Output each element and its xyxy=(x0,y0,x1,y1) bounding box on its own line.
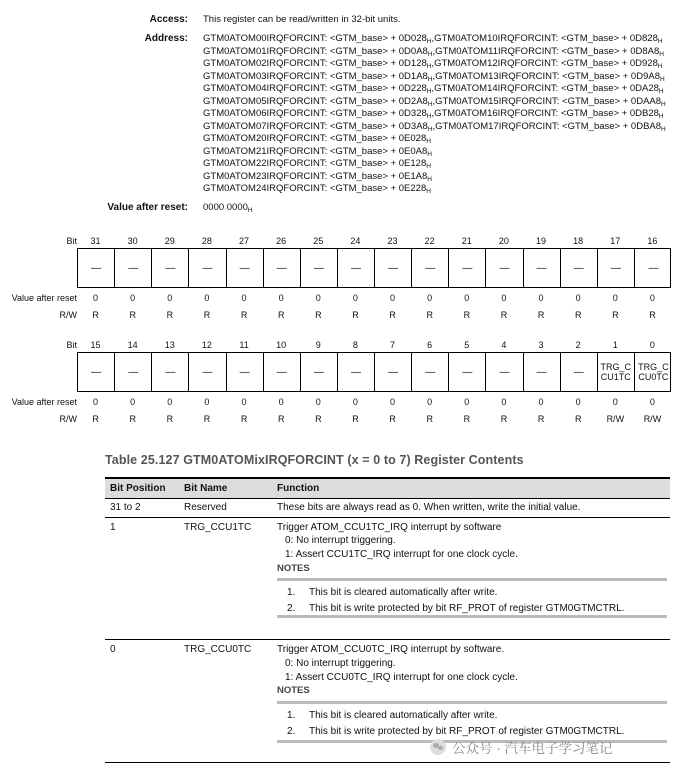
rw-value: R xyxy=(537,310,545,320)
bit-number: 21 xyxy=(461,236,472,246)
register-field-reserved: — xyxy=(412,353,449,391)
rw-value: R xyxy=(129,310,136,320)
row-ccu0-function-line: 0: No interrupt triggering. xyxy=(285,658,396,669)
rw-value: R/W xyxy=(606,414,625,424)
bit-number: 0 xyxy=(649,340,655,350)
row-ccu1-function-line: 1: Assert CCU1TC_IRQ interrupt for one clock cycle. xyxy=(285,549,518,560)
register-field-reserved: — xyxy=(598,249,635,287)
address-line: GTM0ATOM07IRQFORCINT: <GTM_base> + $0D3A8_H,GTM0ATOM17IRQFORCINT$: <GTM_base> + $0DBA8_H$ xyxy=(203,120,666,133)
row-ccu1-function-line: 0: No interrupt triggering. xyxy=(285,535,396,546)
address-line: GTM0ATOM03IRQFORCINT: <GTM_base> + $0D1A8_H,GTM0ATOM13IRQFORCINT$: <GTM_base> + $0D9A8_H$ xyxy=(203,70,665,83)
address-line: GTM0ATOM20IRQFORCINT: <GTM_base> + $0E028_H$ xyxy=(203,133,431,145)
address-line: GTM0ATOM05IRQFORCINT: <GTM_base> + $0D2A8_H,GTM0ATOM15IRQFORCINT$: <GTM_base> + $0DAA8_H$ xyxy=(203,95,666,108)
rw-value: R xyxy=(315,310,322,320)
row-ccu0-function-line: 1: Assert CCU0TC_IRQ interrupt for one clock cycle. xyxy=(285,672,518,683)
rw-value: R xyxy=(389,414,396,424)
register-field-reserved: — xyxy=(486,249,523,287)
register-field-reserved: — xyxy=(264,353,301,391)
note-item: 1. This bit is cleared automatically after write. xyxy=(287,587,498,598)
rw-label-upper: R/W xyxy=(59,310,77,320)
row-ccu1-function-line: Trigger ATOM_CCU1TC_IRQ interrupt by software xyxy=(277,522,502,533)
reset-value: 0 xyxy=(167,293,173,303)
rw-value: R xyxy=(203,310,211,320)
watermark xyxy=(430,737,613,757)
rw-value: R xyxy=(277,414,285,424)
row-ccu1-name: TRG_CCU1TC xyxy=(184,522,252,533)
rw-value: R xyxy=(166,414,174,424)
reset-value: 0 xyxy=(204,293,210,303)
register-field-reserved: — xyxy=(227,249,264,287)
address-line: GTM0ATOM00IRQFORCINT: <GTM_base> + $0D028_H,GTM0ATOM10IRQFORCINT$: <GTM_base> + $0D828_H$ xyxy=(203,33,663,45)
reset-value: 0 xyxy=(315,293,321,303)
rw-value: R xyxy=(463,414,471,424)
register-field-reserved: — xyxy=(301,249,338,287)
reset-value: 0 xyxy=(538,293,544,303)
register-field-reserved: — xyxy=(375,353,412,391)
rw-value: R xyxy=(92,414,99,424)
reset-row-label-upper: Value after reset xyxy=(11,293,77,303)
register-field-reserved: — xyxy=(189,353,226,391)
register-field-reserved: — xyxy=(338,353,375,391)
bit-number: 12 xyxy=(201,340,212,350)
header-bit-position: Bit Position xyxy=(110,483,166,494)
bit-number: 14 xyxy=(127,340,138,350)
row-divider xyxy=(105,517,670,518)
wechat-icon xyxy=(430,739,446,755)
access-text: This register can be read/written in 32-bit units. xyxy=(203,14,401,25)
bit-number: 23 xyxy=(387,236,398,246)
lower-register-fields xyxy=(77,352,671,392)
address-line: GTM0ATOM06IRQFORCINT: <GTM_base> + $0D328_H,GTM0ATOM16IRQFORCINT$: <GTM_base> + $0DB28_H$ xyxy=(203,108,664,120)
row-reserved-position: 31 to 2 xyxy=(110,502,141,513)
row-ccu0-notes-title: NOTES xyxy=(277,685,310,696)
header-bit-name: Bit Name xyxy=(184,483,228,494)
bit-number: 10 xyxy=(276,340,287,350)
rw-value: R xyxy=(426,310,433,320)
row-reserved-function: These bits are always read as 0. When written, write the initial value. xyxy=(277,502,581,513)
register-field-reserved: — xyxy=(524,353,561,391)
register-field-reserved: — xyxy=(375,249,412,287)
row-ccu1-notes xyxy=(277,578,667,618)
register-field-reserved: — xyxy=(338,249,375,287)
reset-value: 0 xyxy=(427,397,433,407)
bit-number: 24 xyxy=(350,236,361,246)
register-field-reserved: — xyxy=(152,353,189,391)
reset-value: 0 xyxy=(278,293,284,303)
bit-number: 15 xyxy=(90,340,101,350)
bit-number: 3 xyxy=(538,340,544,350)
reset-value: 0 xyxy=(464,293,470,303)
rw-value: R xyxy=(426,414,433,424)
register-field-reserved: — xyxy=(524,249,561,287)
register-field-reserved: — xyxy=(301,353,338,391)
rw-value: R xyxy=(649,310,656,320)
row-reserved-name: Reserved xyxy=(184,502,227,513)
reset-value: 0 xyxy=(649,293,655,303)
bit-number: 6 xyxy=(427,340,433,350)
reset-value: 0 xyxy=(93,293,99,303)
rw-value: R xyxy=(203,414,211,424)
bit-number: 8 xyxy=(352,340,358,350)
register-field-reserved: — xyxy=(152,249,189,287)
bit-number: 17 xyxy=(610,236,621,246)
rw-value: R xyxy=(500,310,508,320)
reset-value: 0 xyxy=(130,397,136,407)
reset-value: 0 xyxy=(241,293,247,303)
bit-number: 7 xyxy=(390,340,396,350)
reset-value: 0 xyxy=(93,397,99,407)
rw-label-lower: R/W xyxy=(59,414,77,424)
address-line: GTM0ATOM04IRQFORCINT: <GTM_base> + $0D228_H,GTM0ATOM14IRQFORCINT$: <GTM_base> + $0DA28_H$ xyxy=(203,83,664,95)
table-header xyxy=(105,477,670,499)
row-ccu0-function-line: Trigger ATOM_CCU0TC_IRQ interrupt by software. xyxy=(277,644,505,655)
bit-number: 30 xyxy=(127,236,138,246)
reset-value: 0 xyxy=(649,397,655,407)
access-label: Access: xyxy=(149,14,188,25)
register-field-reserved: — xyxy=(78,353,115,391)
row-divider xyxy=(105,639,670,640)
reset-value: 0 xyxy=(575,397,581,407)
row-ccu0-position: 0 xyxy=(110,644,116,655)
register-field-reserved: — xyxy=(115,353,152,391)
address-list xyxy=(203,33,666,196)
reset-value: 0 xyxy=(167,397,173,407)
reset-value: 0 xyxy=(278,397,284,407)
address-line: GTM0ATOM24IRQFORCINT: <GTM_base> + $0E228_H$ xyxy=(203,183,431,195)
rw-value: R xyxy=(352,414,359,424)
rw-value: R xyxy=(92,310,99,320)
bit-number: 22 xyxy=(424,236,435,246)
rw-value: R xyxy=(240,310,248,320)
bit-number: 27 xyxy=(239,236,250,246)
table-bottom-border xyxy=(105,762,670,763)
row-ccu1-notes-title: NOTES xyxy=(277,563,310,574)
register-field-trg_ccu1tc: TRG_C CU1TC xyxy=(598,353,635,391)
reset-value: 0 xyxy=(575,293,581,303)
reset-value: 0 xyxy=(241,397,247,407)
note-item: 2. This bit is write protected by bit RF_PROT of register GTM0GTMCTRL. xyxy=(287,603,625,614)
reset-label: Value after reset: xyxy=(107,202,188,213)
address-line: GTM0ATOM22IRQFORCINT: <GTM_base> + $0E128_H$ xyxy=(203,158,431,170)
bit-number: 26 xyxy=(276,236,287,246)
rw-value: R xyxy=(574,310,582,320)
reset-value: 0 xyxy=(501,397,507,407)
watermark-text: 公众号 · 汽车电子学习笔记 xyxy=(452,741,613,756)
bit-number: 29 xyxy=(164,236,175,246)
reset-value: 0 xyxy=(130,293,136,303)
rw-value: R xyxy=(315,414,322,424)
rw-value: R xyxy=(277,310,285,320)
register-field-reserved: — xyxy=(264,249,301,287)
rw-value: R xyxy=(129,414,136,424)
register-field-reserved: — xyxy=(115,249,152,287)
rw-value: R xyxy=(166,310,174,320)
bit-number: 20 xyxy=(498,236,509,246)
reset-value: 0 xyxy=(538,397,544,407)
reset-row-label-lower: Value after reset xyxy=(11,397,77,407)
register-field-reserved: — xyxy=(648,262,659,274)
register-field-reserved: — xyxy=(486,353,523,391)
reset-value: 0 xyxy=(612,397,618,407)
reset-value: 0 xyxy=(315,397,321,407)
reset-value: 0 xyxy=(501,293,507,303)
address-line: GTM0ATOM21IRQFORCINT: <GTM_base> + $0E0A8_H$ xyxy=(203,145,432,158)
bit-number: 19 xyxy=(536,236,547,246)
address-label: Address: xyxy=(144,33,188,44)
address-line: GTM0ATOM23IRQFORCINT: <GTM_base> + $0E1A8_H$ xyxy=(203,170,432,183)
reset-value: 0 xyxy=(427,293,433,303)
bit-number: 28 xyxy=(201,236,212,246)
row-ccu1-position: 1 xyxy=(110,522,116,533)
reset-value: 0 xyxy=(352,293,358,303)
bit-label-lower: Bit xyxy=(66,340,77,350)
upper-register-fields xyxy=(77,248,671,288)
bit-number: 5 xyxy=(464,340,470,350)
bit-number: 9 xyxy=(315,340,321,350)
bit-number: 2 xyxy=(575,340,581,350)
bit-number: 31 xyxy=(90,236,101,246)
bit-number: 11 xyxy=(239,340,249,350)
rw-value: R xyxy=(352,310,359,320)
reset-value: 0 xyxy=(390,397,396,407)
register-field-reserved: — xyxy=(189,249,226,287)
rw-value: R xyxy=(537,414,545,424)
bit-number: 18 xyxy=(573,236,584,246)
bit-number: 4 xyxy=(501,340,507,350)
rw-value: R xyxy=(463,310,471,320)
reset-value: 0 xyxy=(352,397,358,407)
register-field-trg_ccu0tc: TRG_C CU0TC xyxy=(638,362,669,382)
row-ccu0-name: TRG_CCU0TC xyxy=(184,644,252,655)
bit-number: 16 xyxy=(647,236,658,246)
reset-value: 0 xyxy=(464,397,470,407)
register-field-reserved: — xyxy=(561,249,598,287)
note-item: 2. This bit is write protected by bit RF_PROT of register GTM0GTMCTRL. xyxy=(287,726,625,737)
rw-value: R xyxy=(500,414,508,424)
bit-label-upper: Bit xyxy=(66,236,77,246)
reset-value: 0 xyxy=(204,397,210,407)
note-item: 1. This bit is cleared automatically after write. xyxy=(287,710,498,721)
bit-number: 25 xyxy=(313,236,324,246)
rw-value: R xyxy=(240,414,248,424)
reset-value: 0 xyxy=(612,293,618,303)
reset-value: 0 xyxy=(390,293,396,303)
rw-value: R/W xyxy=(643,414,662,424)
header-function: Function xyxy=(277,483,320,494)
register-field-reserved: — xyxy=(449,249,486,287)
rw-value: R xyxy=(612,310,619,320)
register-field-reserved: — xyxy=(449,353,486,391)
register-field-reserved: — xyxy=(412,249,449,287)
register-field-reserved: — xyxy=(227,353,264,391)
address-line: GTM0ATOM01IRQFORCINT: <GTM_base> + $0D0A8_H,GTM0ATOM11IRQFORCINT$: <GTM_base> + $0D8A8_H$ xyxy=(203,45,664,58)
rw-value: R xyxy=(389,310,396,320)
register-field-reserved: — xyxy=(78,249,115,287)
reset-value: 0000 $0000_H$ xyxy=(203,202,253,214)
address-line: GTM0ATOM02IRQFORCINT: <GTM_base> + $0D128_H,GTM0ATOM12IRQFORCINT$: <GTM_base> + $0D928_H$ xyxy=(203,58,663,70)
bit-number: 13 xyxy=(164,340,175,350)
table-title: Table 25.127 GTM0ATOMixIRQFORCINT (x = 0 to 7) Register Contents xyxy=(105,453,524,467)
rw-value: R xyxy=(574,414,582,424)
bit-number: 1 xyxy=(612,340,618,350)
register-field-reserved: — xyxy=(561,353,598,391)
